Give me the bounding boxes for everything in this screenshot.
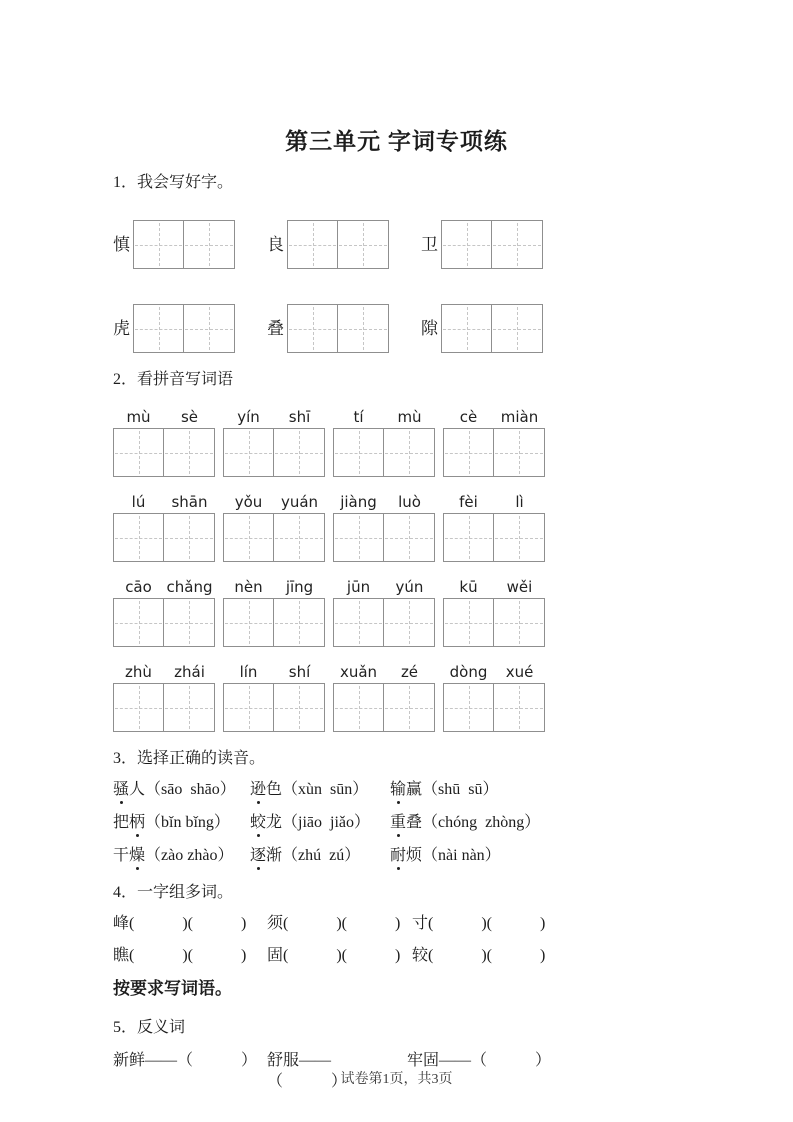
pronunciation-item [113,779,250,800]
writing-grid [133,220,235,269]
writing-cell [442,221,492,268]
writing-cell [492,221,542,268]
pinyin-group [333,492,435,562]
char-practice-group [421,304,543,353]
pinyin-syllable: shí [288,663,311,681]
answer-blanks: ( )( ) [129,947,247,964]
pinyin-group [333,577,435,647]
pinyin-choices: （shū sū） [422,781,499,798]
writing-cell [164,429,214,476]
writing-cell [224,684,274,731]
word-char: 燥 [129,847,146,864]
writing-grid [333,428,435,477]
writing-cell [444,429,494,476]
writing-grid [333,598,435,647]
answer-blanks: ( )( ) [129,915,247,932]
writing-grid [333,683,435,732]
question-2-label: 2．看拼音写词语 [113,371,234,388]
pinyin-row-1 [113,407,793,477]
pinyin-group [223,577,325,647]
word-building-item [267,913,412,934]
pinyin-syllable: miàn [500,408,539,426]
char-practice-group [267,220,389,269]
pinyin-syllable: tí [353,408,364,426]
pinyin-syllable: nèn [234,578,263,596]
char-practice-group [113,304,235,353]
pinyin-syllable: lì [515,493,524,511]
writing-cell [288,305,338,352]
writing-cell [442,305,492,352]
writing-cell [444,599,494,646]
writing-grid [223,428,325,477]
pinyin-row-3 [113,577,793,647]
source-word: 新鲜 [113,1052,146,1069]
writing-cell [494,599,544,646]
answer-blank: （ ） [177,1052,258,1069]
base-char: 固 [267,947,284,964]
pinyin-syllable: cāo [125,578,152,596]
char-practice-group [113,220,235,269]
pinyin-syllable: kū [459,578,478,596]
pronunciation-item [113,845,250,866]
pinyin-choices: （sāo shāo） [145,781,236,798]
char-practice-group [421,220,543,269]
writing-grid [223,598,325,647]
base-char: 较 [412,947,429,964]
writing-grid [443,513,545,562]
question-1-row-1 [113,220,680,269]
pinyin-syllable: shān [171,493,208,511]
answer-blanks: ( )( ) [428,947,546,964]
writing-grid [287,220,389,269]
word-char: 色 [266,781,283,798]
question-1-label: 1．我会写好字。 [113,174,234,191]
question-3-items [113,779,680,866]
answer-blank: （ ） [267,1073,348,1090]
writing-cell [274,684,324,731]
writing-cell [114,514,164,561]
writing-grid [113,513,215,562]
pinyin-group [443,662,545,732]
pronunciation-item [390,812,680,833]
pinyin-syllable: mù [397,408,422,426]
practice-char: 卫 [421,234,438,254]
pinyin-group [113,492,215,562]
pinyin-syllable: yuán [280,493,319,511]
page-footer: 试卷第1页，共3页 [340,1072,453,1087]
pinyin-group [223,662,325,732]
dash: —— [299,1052,332,1069]
writing-cell [224,599,274,646]
pronunciation-item [250,812,390,833]
word-building-item [267,945,412,966]
pinyin-syllable: jiàng [340,493,377,511]
dash: —— [439,1052,472,1069]
pinyin-choices: （xùn sūn） [282,781,369,798]
pinyin-syllable: lú [131,493,146,511]
source-word: 牢固 [407,1052,440,1069]
word-char: 渐 [266,847,283,864]
pinyin-syllable: luò [398,493,421,511]
writing-cell [274,429,324,476]
practice-char: 虎 [113,318,130,338]
writing-cell [134,221,184,268]
pronunciation-item [113,812,250,833]
source-word: 舒服 [267,1052,300,1069]
base-char: 寸 [412,915,429,932]
section-header-bold: 按要求写词语。 [113,979,232,998]
pronunciation-item [390,779,680,800]
writing-cell [224,429,274,476]
writing-grid [223,683,325,732]
pinyin-group [113,662,215,732]
writing-grid [443,598,545,647]
pinyin-row-4 [113,662,793,732]
writing-cell [334,514,384,561]
pinyin-group [333,662,435,732]
dash: —— [145,1052,178,1069]
answer-blanks: ( )( ) [283,915,401,932]
pinyin-group [223,492,325,562]
pinyin-syllable: yún [395,578,424,596]
word-building-item [412,913,680,934]
writing-grid [443,683,545,732]
pinyin-syllable: dòng [449,663,488,681]
writing-cell [184,221,234,268]
word-building-item [113,913,267,934]
writing-cell [164,684,214,731]
writing-grid [113,428,215,477]
pinyin-choices: （chóng zhòng） [422,814,541,831]
question-1-row-2 [113,304,680,353]
pinyin-syllable: sè [180,408,199,426]
writing-cell [114,599,164,646]
pinyin-group [443,577,545,647]
writing-cell [494,684,544,731]
writing-cell [134,305,184,352]
answer-blank: （ ） [471,1052,552,1069]
question-4-items [113,913,680,966]
word-char: 赢 [406,781,423,798]
pinyin-syllable: chǎng [166,578,213,596]
writing-cell [164,599,214,646]
practice-char: 良 [267,234,284,254]
word-char: 骚 [113,781,130,798]
pinyin-syllable: shī [288,408,311,426]
pinyin-syllable: cè [459,408,478,426]
char-practice-group [267,304,389,353]
pinyin-choices: （bǐn bǐng） [145,814,230,831]
pinyin-syllable: jūn [346,578,371,596]
pronunciation-item [390,845,680,866]
pinyin-syllable: fèi [459,493,478,511]
pinyin-row-2 [113,492,793,562]
pinyin-syllable: jīng [285,578,314,596]
pinyin-choices: （zào zhào） [145,847,234,864]
word-char: 逊 [250,781,267,798]
writing-cell [444,684,494,731]
writing-cell [384,429,434,476]
word-char: 干 [113,847,130,864]
writing-cell [274,599,324,646]
word-char: 烦 [406,847,423,864]
pinyin-syllable: yín [237,408,260,426]
writing-cell [164,514,214,561]
pinyin-syllable: zhái [174,663,205,681]
pinyin-choices: （nài nàn） [422,847,501,864]
word-char: 把 [113,814,130,831]
writing-cell [274,514,324,561]
base-char: 瞧 [113,947,130,964]
writing-grid [287,304,389,353]
base-char: 峰 [113,915,130,932]
practice-char: 叠 [267,318,284,338]
word-char: 输 [390,781,407,798]
writing-cell [334,599,384,646]
writing-grid [113,683,215,732]
word-char: 龙 [266,814,283,831]
pinyin-choices: （jiāo jiǎo） [282,814,371,831]
pinyin-syllable: zhù [125,663,152,681]
writing-cell [338,221,388,268]
writing-cell [114,684,164,731]
writing-cell [494,514,544,561]
writing-grid [441,220,543,269]
pinyin-syllable: wěi [506,578,533,596]
writing-grid [133,304,235,353]
pinyin-syllable: lín [239,663,258,681]
word-char: 蛟 [250,814,267,831]
answer-blanks: ( )( ) [428,915,546,932]
pinyin-group [333,407,435,477]
worksheet-title: 第三单元 字词专项练 [285,129,508,154]
word-char: 人 [129,781,146,798]
pinyin-syllable: xuǎn [339,663,378,681]
practice-char: 慎 [113,234,130,254]
writing-cell [384,514,434,561]
pinyin-choices: （zhú zú） [282,847,361,864]
pronunciation-item [250,779,390,800]
base-char: 须 [267,915,284,932]
writing-grid [333,513,435,562]
word-char: 重 [390,814,407,831]
question-5-label: 5．反义词 [113,1019,186,1036]
pinyin-syllable: yǒu [234,493,263,511]
word-building-item [412,945,680,966]
writing-cell [288,221,338,268]
pinyin-group [223,407,325,477]
writing-grid [443,428,545,477]
writing-cell [338,305,388,352]
word-char: 耐 [390,847,407,864]
pinyin-group [443,407,545,477]
word-char: 逐 [250,847,267,864]
writing-cell [384,599,434,646]
writing-cell [384,684,434,731]
writing-cell [444,514,494,561]
answer-blanks: ( )( ) [283,947,401,964]
writing-grid [223,513,325,562]
pinyin-syllable: xué [505,663,534,681]
word-char: 叠 [406,814,423,831]
question-4-label: 4．一字组多词。 [113,884,234,901]
writing-cell [494,429,544,476]
writing-cell [184,305,234,352]
pinyin-group [113,407,215,477]
writing-cell [334,684,384,731]
practice-char: 隙 [421,318,438,338]
writing-cell [114,429,164,476]
writing-cell [492,305,542,352]
word-building-item [113,945,267,966]
writing-cell [224,514,274,561]
pinyin-group [443,492,545,562]
pinyin-group [113,577,215,647]
word-char: 柄 [129,814,146,831]
writing-grid [441,304,543,353]
pronunciation-item [250,845,390,866]
pinyin-syllable: mù [126,408,151,426]
writing-grid [113,598,215,647]
writing-cell [334,429,384,476]
question-3-label: 3．选择正确的读音。 [113,750,266,767]
pinyin-syllable: zé [400,663,419,681]
